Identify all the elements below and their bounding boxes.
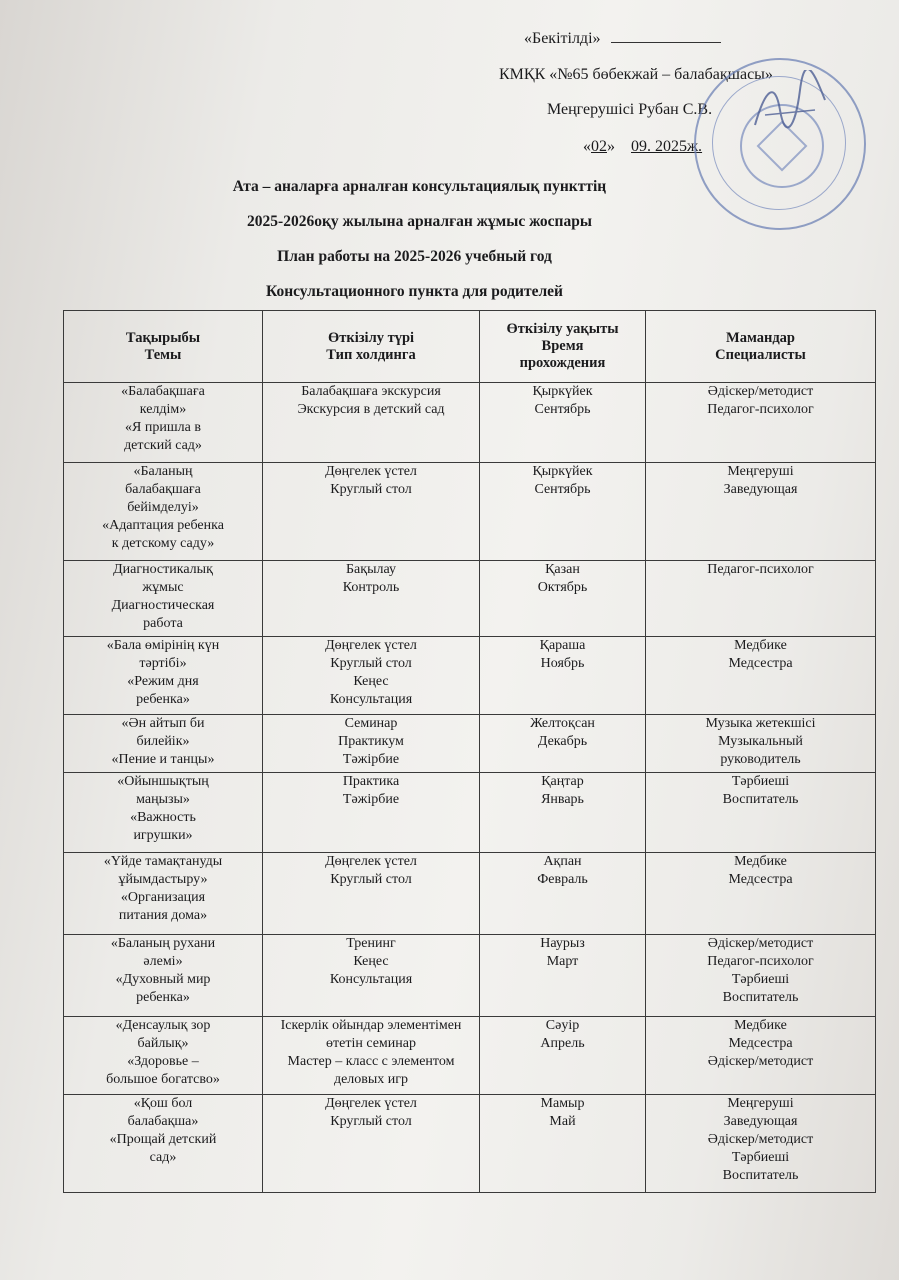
cell-time xyxy=(480,561,646,637)
cell-line: «Важность xyxy=(130,810,196,825)
cell-spec xyxy=(646,935,876,1017)
cell-line: билейік» xyxy=(136,734,190,749)
cell-line: Воспитатель xyxy=(722,792,799,807)
cell-line: Дөңгелек үстел xyxy=(325,1096,417,1111)
cell-line: Наурыз xyxy=(540,936,585,951)
cell-line: «Баланың xyxy=(133,464,193,479)
cell-line: Тәрбиеші xyxy=(731,972,790,987)
cell-line: Время xyxy=(541,338,584,354)
cell-time xyxy=(480,637,646,715)
cell-line: Май xyxy=(549,1114,576,1129)
cell-line: Диагностическая xyxy=(111,598,215,613)
cell-line: Тәрбиеші xyxy=(731,774,790,789)
cell-line: Специалисты xyxy=(715,346,806,363)
cell-line: Апрель xyxy=(540,1036,585,1051)
cell-line: Практикум xyxy=(338,734,404,749)
cell-line: маңызы» xyxy=(136,792,190,807)
cell-line: «Прощай детский xyxy=(109,1132,217,1147)
cell-topic xyxy=(64,383,263,463)
cell-time xyxy=(480,853,646,935)
cell-line: ребенка» xyxy=(136,990,190,1005)
cell-line: Заведующая xyxy=(723,1114,798,1129)
cell-line: Январь xyxy=(541,792,584,807)
cell-line: Қыркүйек xyxy=(532,464,593,479)
cell-line: Өткізілу уақыты xyxy=(506,321,619,337)
cell-line: «Баланың рухани xyxy=(110,936,216,951)
cell-time xyxy=(480,715,646,773)
cell-line: «Я пришла в xyxy=(125,420,201,435)
cell-line: Диагностикалық xyxy=(113,562,213,577)
cell-spec xyxy=(646,715,876,773)
table-row xyxy=(64,715,876,773)
cell-line: «Пение и танцы» xyxy=(111,752,215,767)
cell-topic xyxy=(64,561,263,637)
cell-line: Медсестра xyxy=(728,656,793,671)
cell-line: Февраль xyxy=(537,872,588,887)
cell-line: Әдіскер/методист xyxy=(707,936,814,951)
cell-spec xyxy=(646,463,876,561)
cell-line: Балабақшаға экскурсия xyxy=(301,384,441,399)
cell-line: Бақылау xyxy=(346,562,396,577)
cell-line: әлемі» xyxy=(143,954,183,969)
cell-type xyxy=(263,383,480,463)
cell-line: Қараша xyxy=(539,638,586,653)
cell-line: Педагог-психолог xyxy=(707,402,814,417)
approval-date: «02» 09. 2025ж. xyxy=(583,138,703,155)
table-row xyxy=(64,383,876,463)
cell-line: Әдіскер/методист xyxy=(707,384,814,399)
cell-line: Сентябрь xyxy=(534,402,591,417)
cell-line: Мамандар xyxy=(726,329,795,346)
cell-line: Декабрь xyxy=(537,734,588,749)
cell-line: «Духовный мир xyxy=(115,972,211,987)
cell-line: Дөңгелек үстел xyxy=(325,638,417,653)
cell-line: балабақша» xyxy=(127,1114,199,1129)
cell-topic xyxy=(64,463,263,561)
table-row xyxy=(64,463,876,561)
cell-line: Круглый стол xyxy=(330,1114,412,1129)
title-ru-2: Консультационного пункта для родителей xyxy=(265,283,563,300)
cell-line: Тәжірбие xyxy=(342,792,400,807)
cell-line: Кеңес xyxy=(353,674,389,689)
cell-line: өтетін семинар xyxy=(326,1036,416,1051)
cell-line: Консультация xyxy=(329,972,413,987)
cell-line: Қаңтар xyxy=(541,774,584,789)
cell-line: питания дома» xyxy=(118,908,208,923)
cell-line: Қыркүйек xyxy=(532,384,593,399)
cell-line: «Организация xyxy=(120,890,206,905)
cell-line: Тип холдинга xyxy=(326,346,416,363)
cell-line: «Здоровье – xyxy=(127,1054,199,1069)
cell-line: Экскурсия в детский сад xyxy=(297,402,445,417)
cell-line: Медбике xyxy=(734,638,787,653)
cell-line: сад» xyxy=(149,1150,177,1165)
plan-table xyxy=(63,310,876,1193)
cell-type xyxy=(263,715,480,773)
header-topic xyxy=(64,311,263,383)
head-name: Меңгерушісі Рубан С.В. xyxy=(547,101,713,118)
cell-topic xyxy=(64,1095,263,1193)
cell-line: Практика xyxy=(342,774,400,789)
cell-time xyxy=(480,935,646,1017)
cell-line: Дөңгелек үстел xyxy=(325,854,417,869)
cell-line: Ноябрь xyxy=(540,656,585,671)
cell-topic xyxy=(64,715,263,773)
cell-line: Тәжірбие xyxy=(342,752,400,767)
cell-line: «Бала өмірінің күн xyxy=(106,638,220,653)
cell-line: Музыкальный xyxy=(718,734,803,749)
cell-type xyxy=(263,1017,480,1095)
cell-line: «Режим дня xyxy=(127,674,199,689)
header-time xyxy=(480,311,646,383)
header-specialists xyxy=(646,311,876,383)
cell-line: Меңгеруші xyxy=(727,1096,794,1111)
cell-line: Медбике xyxy=(734,1018,787,1033)
cell-spec xyxy=(646,637,876,715)
table-row xyxy=(64,1095,876,1193)
cell-line: Круглый стол xyxy=(330,872,412,887)
cell-line: тәртібі» xyxy=(139,656,187,671)
cell-spec xyxy=(646,561,876,637)
cell-line: келдім» xyxy=(139,402,187,417)
cell-line: Сентябрь xyxy=(534,482,591,497)
table-row xyxy=(64,935,876,1017)
cell-line: Сәуір xyxy=(545,1018,580,1033)
cell-line: Мамыр xyxy=(540,1096,585,1111)
cell-line: бейімделуі» xyxy=(127,500,199,515)
cell-line: Семинар xyxy=(344,716,398,731)
cell-line: Тәрбиеші xyxy=(731,1150,790,1165)
cell-type xyxy=(263,935,480,1017)
cell-line: Медсестра xyxy=(728,1036,793,1051)
cell-line: Медсестра xyxy=(728,872,793,887)
cell-line: Музыка жетекшісі xyxy=(705,716,816,731)
cell-line: «Үйде тамақтануды xyxy=(103,854,223,869)
cell-line: ребенка» xyxy=(136,692,190,707)
cell-line: Март xyxy=(546,954,579,969)
cell-line: Тақырыбы xyxy=(125,329,201,346)
cell-line: ұйымдастыру» xyxy=(118,872,208,887)
cell-line: Воспитатель xyxy=(722,990,799,1005)
cell-line: Круглый стол xyxy=(330,656,412,671)
cell-line: «Ойыншықтың xyxy=(117,774,209,789)
title-ru-1: План работы на 2025-2026 учебный год xyxy=(277,248,552,265)
organization-name: КМҚК «№65 бөбекжай – балабақшасы» xyxy=(499,66,773,83)
cell-line: Іскерлік ойындар элементімен xyxy=(280,1018,462,1033)
cell-line: большое богатсво» xyxy=(106,1072,220,1087)
cell-line: Октябрь xyxy=(537,580,588,595)
cell-line: детский сад» xyxy=(124,438,202,453)
cell-line: Заведующая xyxy=(723,482,798,497)
cell-line: игрушки» xyxy=(133,828,193,843)
cell-line: Мастер – класс с элементом xyxy=(287,1054,455,1069)
table-row xyxy=(64,1017,876,1095)
table-row xyxy=(64,853,876,935)
cell-line: Темы xyxy=(144,346,182,363)
cell-topic xyxy=(64,637,263,715)
cell-line: Воспитатель xyxy=(722,1168,799,1183)
table-header-row xyxy=(64,311,876,383)
cell-line: «Ән айтып би xyxy=(121,716,205,731)
cell-line: работа xyxy=(143,616,183,631)
cell-time xyxy=(480,463,646,561)
cell-line: «Адаптация ребенка xyxy=(102,518,224,533)
cell-line: Медбике xyxy=(734,854,787,869)
cell-line: байлық» xyxy=(137,1036,189,1051)
cell-line: Әдіскер/методист xyxy=(707,1132,814,1147)
cell-topic xyxy=(64,1017,263,1095)
table-row xyxy=(64,773,876,853)
title-kz-2: 2025-2026оқу жылына арналған жұмыс жоспары xyxy=(247,213,592,230)
cell-line: Педагог-психолог xyxy=(707,562,814,577)
header-type xyxy=(263,311,480,383)
cell-line: балабақшаға xyxy=(125,482,201,497)
cell-spec xyxy=(646,383,876,463)
cell-topic xyxy=(64,853,263,935)
cell-line: Қазан xyxy=(545,562,580,577)
cell-line: Ақпан xyxy=(543,854,582,869)
cell-type xyxy=(263,1095,480,1193)
cell-line: руководитель xyxy=(720,752,801,767)
cell-line: прохождения xyxy=(519,355,606,371)
cell-line: Консультация xyxy=(329,692,413,707)
cell-type xyxy=(263,561,480,637)
cell-line: Әдіскер/методист xyxy=(707,1054,814,1069)
cell-type xyxy=(263,463,480,561)
cell-line: «Денсаулық зор xyxy=(115,1018,211,1033)
cell-type xyxy=(263,853,480,935)
cell-topic xyxy=(64,935,263,1017)
cell-topic xyxy=(64,773,263,853)
cell-time xyxy=(480,773,646,853)
title-kz-1: Ата – аналарға арналған консультациялық пункттің xyxy=(232,178,607,195)
cell-line: Контроль xyxy=(342,580,400,595)
cell-line: «Балабақшаға xyxy=(121,384,205,399)
cell-spec xyxy=(646,773,876,853)
cell-line: Педагог-психолог xyxy=(707,954,814,969)
cell-line: Круглый стол xyxy=(330,482,412,497)
cell-line: «Қош бол xyxy=(133,1096,193,1111)
cell-type xyxy=(263,773,480,853)
cell-line: Кеңес xyxy=(353,954,389,969)
approval-label: «Бекітілді» xyxy=(524,30,721,48)
cell-time xyxy=(480,1017,646,1095)
cell-time xyxy=(480,383,646,463)
cell-spec xyxy=(646,1095,876,1193)
cell-line: Дөңгелек үстел xyxy=(325,464,417,479)
signature-icon xyxy=(745,70,835,140)
cell-spec xyxy=(646,1017,876,1095)
cell-line: к детскому саду» xyxy=(111,536,215,551)
cell-line: деловых игр xyxy=(333,1072,409,1087)
cell-line: Меңгеруші xyxy=(727,464,794,479)
cell-time xyxy=(480,1095,646,1193)
cell-spec xyxy=(646,853,876,935)
table-row xyxy=(64,637,876,715)
cell-line: жұмыс xyxy=(142,580,184,595)
cell-line: Өткізілу түрі xyxy=(327,329,415,346)
cell-line: Желтоқсан xyxy=(530,716,595,731)
cell-type xyxy=(263,637,480,715)
cell-line: Тренинг xyxy=(346,936,396,951)
table-row xyxy=(64,561,876,637)
